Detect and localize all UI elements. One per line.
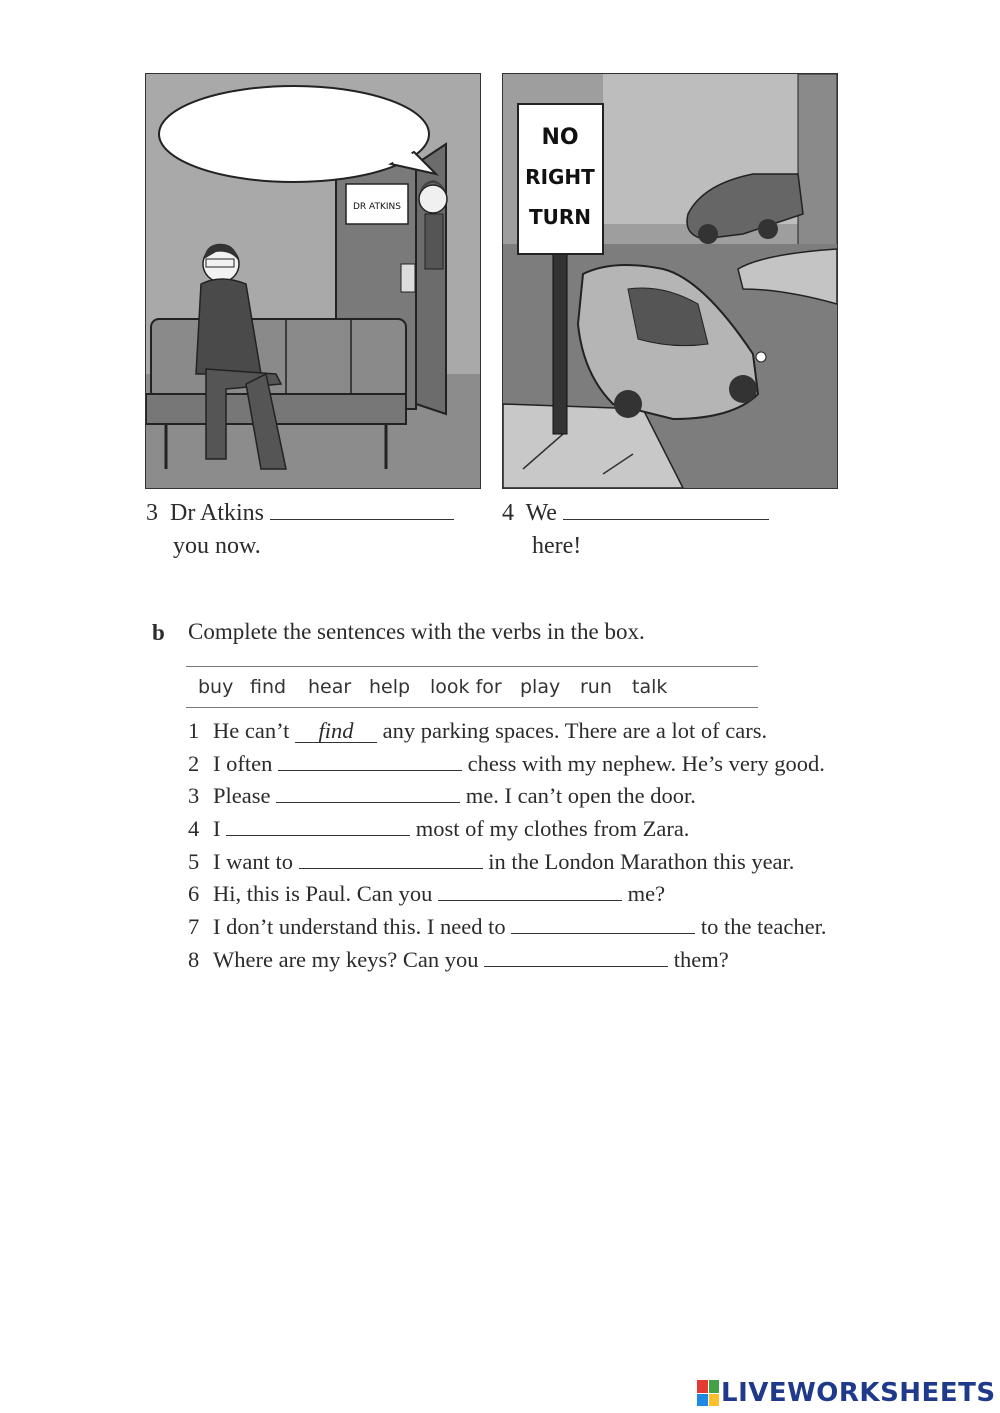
caption-before: Dr Atkins [170,500,265,526]
sentence-after: them? [673,946,729,972]
word-look-for: look for [430,676,502,698]
door-sign: DR ATKINS [352,202,402,212]
sentence-6 [188,878,826,911]
sentence-after: me. I can’t open the door. [465,783,696,809]
sentence-before: He can’t [213,718,290,743]
logo-mark-icon [697,1380,719,1406]
sentence-number: 3 [188,783,200,809]
sentence-before: I [213,816,221,842]
sentence-3 [188,780,826,813]
word-find: find [250,676,287,698]
sentence-2 [188,748,826,781]
caption-after: you now. [173,533,261,559]
sentence-number: 7 [188,914,200,940]
illustration-waiting-room [145,73,481,489]
answer-field[interactable] [276,780,460,803]
sentence-number: 1 [188,718,200,743]
sentence-after: in the London Marathon this year. [488,848,795,874]
item-number: 3 [146,500,158,526]
sentence-number: 2 [188,750,200,776]
caption-after: here! [532,533,582,559]
word-hear: hear [308,676,352,698]
caption-item-4 [502,497,769,563]
word-help: help [369,676,411,698]
word-talk: talk [632,676,668,698]
sentence-number: 4 [188,816,200,842]
answer-field[interactable] [278,748,462,771]
sentence-before: I don’t understand this. I need to [213,914,506,940]
exercise-letter: b [152,620,165,645]
word-play: play [520,676,561,698]
sentence-number: 8 [188,946,200,972]
sentence-1 [188,715,826,748]
answer-blank[interactable] [270,499,454,520]
sentence-before: I often [213,750,273,776]
logo-text: LIVEWORKSHEETS [721,1378,996,1408]
sentence-number: 5 [188,848,200,874]
sentence-list [188,715,826,977]
sentence-4 [188,813,826,846]
answer-field[interactable] [226,813,410,836]
answer-field[interactable] [299,846,483,869]
answer-blank[interactable] [563,499,769,520]
sentence-5 [188,846,826,879]
answer-field[interactable]: find [295,720,377,743]
caption-item-3 [146,497,454,563]
exercise-instruction: Complete the sentences with the verbs in the box. [188,619,645,644]
word-run: run [580,676,612,698]
word-buy: buy [198,676,234,698]
sentence-number: 6 [188,881,200,907]
answer-field[interactable] [511,911,695,934]
sentence-7 [188,911,826,944]
sentence-8 [188,944,826,977]
sign-line-turn: TURN [528,205,592,229]
sentence-after: chess with my nephew. He’s very good. [467,750,825,776]
sign-line-no: NO [541,125,579,150]
word-box [186,666,758,708]
illustration-no-right-turn [502,73,838,489]
sentence-before: I want to [213,848,293,874]
sentence-before: Please [213,783,271,809]
sentence-before: Hi, this is Paul. Can you [213,881,433,907]
answer-field[interactable] [438,878,622,901]
caption-before: We [525,500,557,526]
sentence-after: any parking spaces. There are a lot of cars. [382,718,768,743]
liveworksheets-logo[interactable] [697,1378,996,1408]
sentence-after: me? [627,881,666,907]
answer-field[interactable] [484,944,668,967]
sign-line-right: RIGHT [525,165,595,189]
sentence-after: to the teacher. [700,914,827,940]
item-number: 4 [502,500,514,526]
sentence-after: most of my clothes from Zara. [415,816,690,842]
sentence-before: Where are my keys? Can you [213,946,479,972]
